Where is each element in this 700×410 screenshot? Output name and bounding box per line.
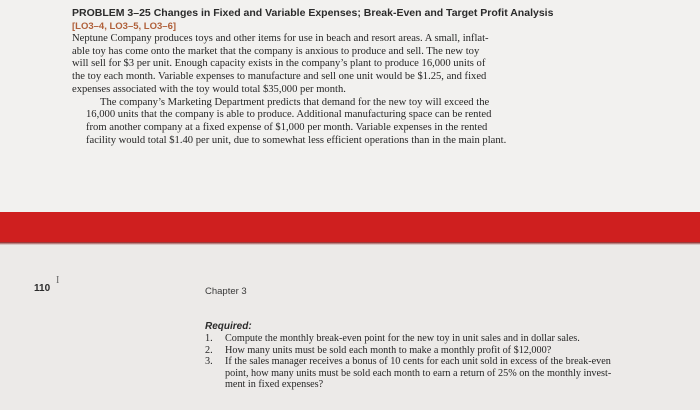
- text-cursor-icon: I: [56, 275, 60, 286]
- problem-title: Changes in Fixed and Variable Expenses; Break-Even and Target Profit Analysis: [153, 7, 554, 19]
- item-number: 1.: [205, 333, 213, 344]
- page-number: 110: [34, 283, 51, 294]
- list-item: [205, 333, 665, 345]
- text-line: If the sales manager receives a bonus of 10 cents for each unit sold in excess of the break-even: [225, 356, 611, 368]
- required-heading: Required:: [205, 321, 252, 332]
- paragraph-1: [72, 33, 520, 97]
- text-line: facility would total $1.40 per unit, due to somewhat less efficient operations than in the main plant.: [86, 134, 507, 146]
- item-number: 2.: [205, 344, 213, 356]
- item-number: 3.: [205, 356, 213, 368]
- text-line: expenses associated with the toy would total $35,000 per month.: [72, 83, 346, 95]
- text-line: 16,000 units that the company is able to produce. Additional manufacturing space can be rented: [86, 109, 492, 121]
- text-line: Compute the monthly break-even point for the new toy in unit sales and in dollar sales.: [225, 333, 580, 344]
- text-line: will sell for $3 per unit. Enough capacity exists in the company’s plant to produce 16,000 units of: [72, 58, 486, 70]
- paragraph-2: [72, 97, 520, 148]
- text-line: The company’s Marketing Department predicts that demand for the new toy will exceed the: [100, 96, 490, 108]
- text-line: the toy each month. Variable expenses to manufacture and sell one unit would be $1.25, and fixed: [72, 71, 487, 83]
- required-list: [205, 333, 665, 391]
- text-line: point, how many units must be sold each month to earn a return of 25% on the monthly invest-: [225, 367, 612, 379]
- learning-objectives: [LO3–4, LO3–5, LO3–6]: [72, 21, 177, 32]
- chapter-label: Chapter 3: [205, 286, 247, 297]
- problem-body: [72, 33, 520, 147]
- list-item: [205, 356, 665, 391]
- text-line: from another company at a fixed expense of $1,000 per month. Variable expenses in the rented: [86, 121, 488, 133]
- text-line: ment in fixed expenses?: [225, 379, 324, 391]
- problem-heading: [72, 7, 632, 20]
- page-divider-band: [0, 212, 700, 242]
- text-line: Neptune Company produces toys and other items for use in beach and resort areas. A small, inflat-: [72, 33, 489, 44]
- problem-number: PROBLEM 3–25: [72, 7, 151, 19]
- text-line: How many units must be sold each month to make a monthly profit of $12,000?: [225, 344, 552, 356]
- list-item: [205, 345, 665, 357]
- text-line: able toy has come onto the market that the company is anxious to produce and sell. The new toy: [72, 45, 480, 57]
